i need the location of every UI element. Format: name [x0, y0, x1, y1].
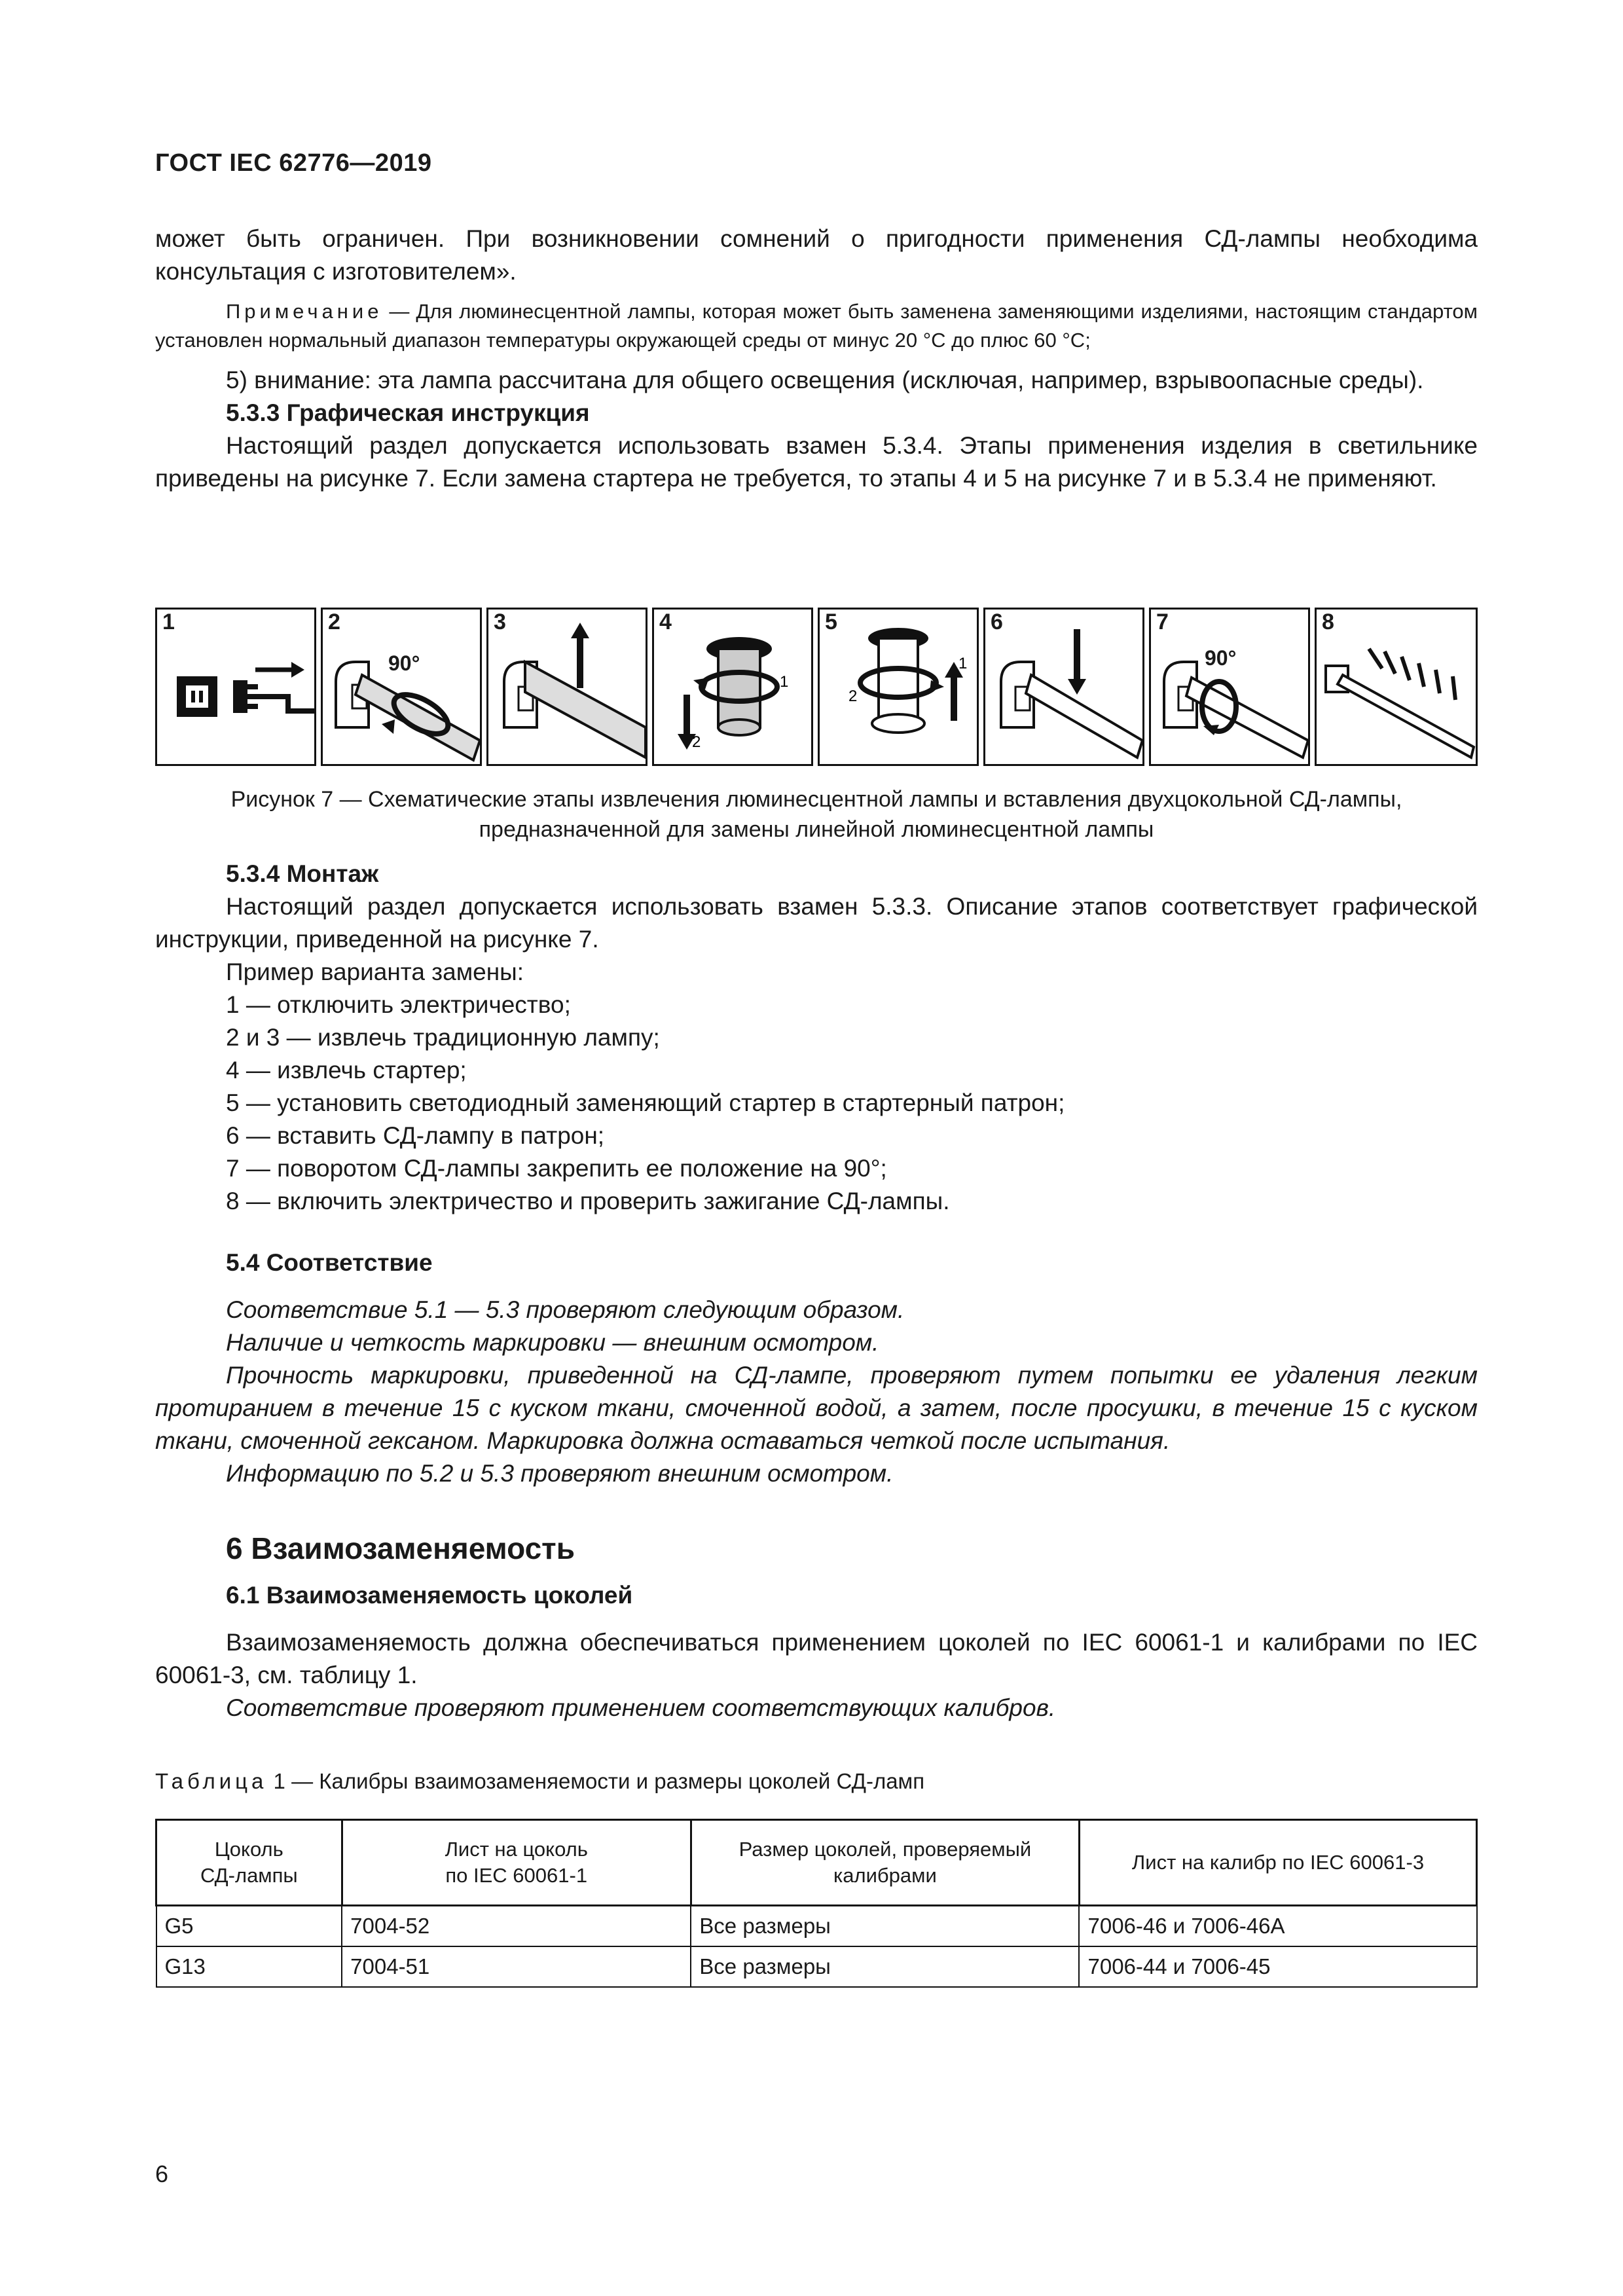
table-label: Таблица	[155, 1769, 268, 1793]
insert-starter-icon	[820, 610, 981, 768]
table-row	[156, 1946, 1477, 1987]
caption-line-2: предназначенной для замены линейной люминесцентной лампы	[479, 817, 1154, 842]
figure-panel-4	[652, 608, 813, 766]
table-row	[156, 1906, 1477, 1947]
panel-number: 7	[1156, 610, 1169, 634]
note-text: — Для люминесцентной лампы, которая может быть заменена заменяющими изделиями, настоящим стандартом установлен нормальный диапазон температуры окружающей среды от минус 20 °С до плюс 60 °С;	[155, 300, 1478, 352]
step-item: 2 и 3 — извлечь традиционную лампу;	[226, 1024, 660, 1051]
note	[155, 297, 1478, 355]
remove-starter-icon	[654, 610, 815, 768]
note-label: Примечание	[226, 300, 383, 323]
rotate-led-lamp-icon	[1151, 610, 1312, 768]
angle-label: 90°	[1205, 646, 1237, 670]
table-cell: 7004-52	[342, 1906, 691, 1947]
panel-number: 2	[328, 610, 340, 634]
table-header-row	[156, 1820, 1477, 1906]
figure-panel-7	[1149, 608, 1310, 766]
step-item: 4 — извлечь стартер;	[226, 1057, 467, 1084]
step-item: 1 — отключить электричество;	[226, 991, 571, 1018]
table-title	[155, 1769, 924, 1794]
angle-label: 90°	[388, 651, 420, 675]
table-cell: 7006-44 и 7006-45	[1079, 1946, 1476, 1987]
section-54-heading: 5.4 Соответствие	[226, 1249, 433, 1276]
conformity-line: Информацию по 5.2 и 5.3 проверяют внешним осмотром.	[226, 1460, 894, 1487]
caption-line-1: Рисунок 7 — Схематические этапы извлечения люминесцентной лампы и вставления двухцокольной СД-лампы,	[230, 787, 1402, 812]
section-533-heading: 5.3.3 Графическая инструкция	[226, 399, 590, 426]
figure-panel-8	[1315, 608, 1478, 766]
table-cell: Все размеры	[691, 1906, 1079, 1947]
step-item: 6 — вставить СД-лампу в патрон;	[226, 1122, 605, 1149]
table-cell: Все размеры	[691, 1946, 1079, 1987]
header-gauge-sheet: Лист на калибр по IEC 60061-3	[1079, 1820, 1476, 1906]
power-off-icon	[157, 610, 318, 768]
figure-panel-1	[155, 608, 316, 766]
remove-lamp-icon	[488, 610, 649, 768]
intro-paragraph: может быть ограничен. При возникновении сомнений о пригодности применения СД-лампы необходима консультация с изготовителем».	[155, 225, 1478, 285]
svg-text:2: 2	[692, 733, 701, 751]
figure-caption	[155, 784, 1478, 845]
page-number: 6	[155, 2160, 169, 2187]
figure-panel-2	[321, 608, 482, 766]
section-61-conformity: Соответствие проверяют применением соответствующих калибров.	[226, 1694, 1056, 1721]
section-6-block	[155, 1532, 1478, 1724]
example-label: Пример варианта замены:	[226, 958, 524, 985]
panel-number: 6	[991, 610, 1003, 634]
table-cell: 7006-46 и 7006-46А	[1079, 1906, 1476, 1947]
section-6-heading: 6 Взаимозаменяемость	[226, 1531, 575, 1565]
figure-panel-5	[818, 608, 979, 766]
panel-number: 3	[494, 610, 506, 634]
step-item: 5 — установить светодиодный заменяющий стартер в стартерный патрон;	[226, 1089, 1065, 1116]
section-61-paragraph: Взаимозаменяемость должна обеспечиваться применением цоколей по IEC 60061-1 и калибрами по IEC 60061-3, см. таблицу 1.	[155, 1629, 1478, 1688]
gauge-table	[155, 1819, 1478, 1988]
panel-number: 1	[162, 610, 175, 634]
svg-text:2: 2	[848, 687, 858, 705]
step-item: 7 — поворотом СД-лампы закрепить ее положение на 90°;	[226, 1155, 887, 1182]
section-534-block	[155, 858, 1478, 1218]
table-cell: G13	[156, 1946, 342, 1987]
panel-number: 8	[1322, 610, 1334, 634]
lamp-on-icon	[1317, 610, 1480, 768]
svg-text:1: 1	[958, 655, 968, 672]
section-61-heading: 6.1 Взаимозаменяемость цоколей	[226, 1582, 633, 1609]
figure-7	[155, 608, 1478, 766]
intro-block	[155, 223, 1478, 495]
section-54-block	[155, 1247, 1478, 1490]
panel-number: 5	[825, 610, 837, 634]
header-cap-sheet: Лист на цоколь по IEC 60061-1	[342, 1820, 691, 1906]
table-cell: G5	[156, 1906, 342, 1947]
panel-number: 4	[659, 610, 672, 634]
conformity-line: Соответствие 5.1 — 5.3 проверяют следующим образом.	[226, 1296, 905, 1323]
conformity-line: Наличие и четкость маркировки — внешним осмотром.	[226, 1329, 879, 1356]
insert-led-lamp-icon	[985, 610, 1146, 768]
step-item: 8 — включить электричество и проверить зажигание СД-лампы.	[226, 1188, 950, 1214]
figure-panel-6	[983, 608, 1144, 766]
document-header: ГОСТ IEC 62776—2019	[155, 149, 432, 177]
figure-panel-3	[486, 608, 647, 766]
header-cap-size: Размер цоколей, проверяемый калибрами	[691, 1820, 1079, 1906]
conformity-line: Прочность маркировки, приведенной на СД-лампе, проверяют путем попытки ее удаления легким протиранием в течение 15 с куском ткани, смоченной водой, а затем, после просушки, в течение 15 с куском ткани, смоченной гексаном. Маркировка должна оставаться четкой после испытания.	[155, 1362, 1478, 1454]
attention-paragraph: 5) внимание: эта лампа рассчитана для общего освещения (исключая, например, взрывоопасные среды).	[226, 367, 1424, 393]
header-cap: Цоколь СД-лампы	[156, 1820, 342, 1906]
svg-text:1: 1	[780, 673, 789, 691]
section-533-paragraph: Настоящий раздел допускается использовать взамен 5.3.4. Этапы применения изделия в светильнике приведены на рисунке 7. Если замена стартера не требуется, то этапы 4 и 5 на рисунке 7 и в 5.3.4 не применяют.	[155, 432, 1478, 492]
section-534-heading: 5.3.4 Монтаж	[226, 860, 379, 887]
table-caption: 1 — Калибры взаимозаменяемости и размеры цоколей СД-ламп	[267, 1769, 925, 1793]
table-cell: 7004-51	[342, 1946, 691, 1987]
section-534-paragraph: Настоящий раздел допускается использовать взамен 5.3.3. Описание этапов соответствует графической инструкции, приведенной на рисунке 7.	[155, 893, 1478, 953]
rotate-lamp-icon	[323, 610, 484, 768]
